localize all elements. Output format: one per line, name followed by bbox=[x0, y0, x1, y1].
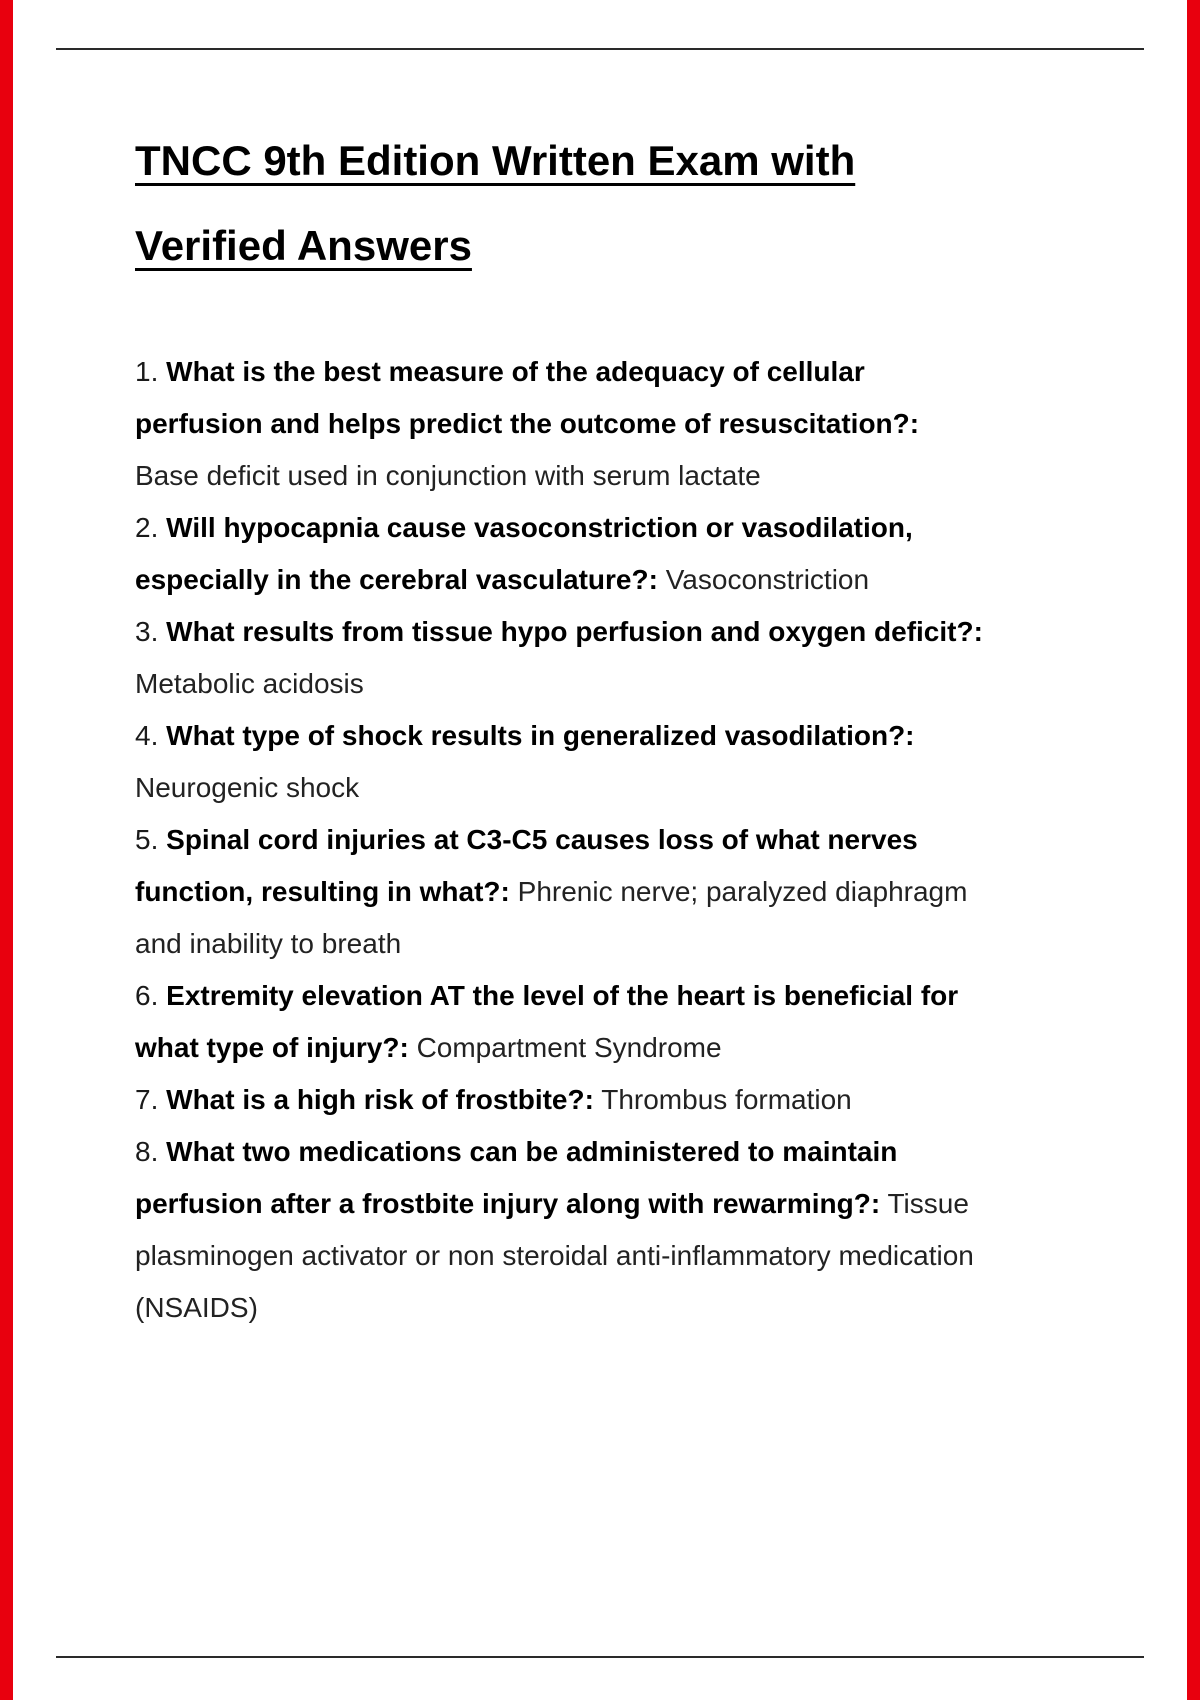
qa-question: Extremity elevation AT the level of the heart is beneficial for what type of injury?: bbox=[135, 980, 959, 1063]
page-title: TNCC 9th Edition Written Exam with Verified Answers bbox=[135, 137, 856, 269]
qa-number: 1. bbox=[135, 356, 159, 387]
qa-number: 3. bbox=[135, 616, 159, 647]
qa-number: 2. bbox=[135, 512, 159, 543]
qa-question: What is a high risk of frostbite?: bbox=[166, 1084, 594, 1115]
qa-item bbox=[135, 710, 985, 814]
qa-answer: Phrenic nerve; paralyzed diaphragm and inability to breath bbox=[135, 876, 968, 959]
qa-answer: Base deficit used in conjunction with serum lactate bbox=[135, 460, 761, 491]
qa-question: What results from tissue hypo perfusion and oxygen deficit?: bbox=[166, 616, 983, 647]
left-red-edge-bar bbox=[0, 0, 13, 1700]
qa-number: 8. bbox=[135, 1136, 159, 1167]
qa-answer: Thrombus formation bbox=[601, 1084, 852, 1115]
qa-number: 5. bbox=[135, 824, 159, 855]
qa-item bbox=[135, 606, 985, 710]
qa-question: Will hypocapnia cause vasoconstriction or vasodilation, especially in the cerebral vasculature?: bbox=[135, 512, 913, 595]
qa-answer: Neurogenic shock bbox=[135, 772, 360, 803]
qa-number: 6. bbox=[135, 980, 159, 1011]
qa-item bbox=[135, 814, 985, 970]
qa-answer: Compartment Syndrome bbox=[416, 1032, 722, 1063]
top-horizontal-rule bbox=[56, 48, 1144, 50]
qa-question: What two medications can be administered to maintain perfusion after a frostbite injury along with rewarming?: bbox=[135, 1136, 898, 1219]
qa-item bbox=[135, 1074, 985, 1126]
qa-answer: Metabolic acidosis bbox=[135, 668, 364, 699]
qa-number: 4. bbox=[135, 720, 159, 751]
qa-question: What is the best measure of the adequacy of cellular perfusion and helps predict the outcome of resuscitation?: bbox=[135, 356, 920, 439]
document-content bbox=[135, 118, 985, 1334]
qa-question: What type of shock results in generalized vasodilation?: bbox=[166, 720, 915, 751]
qa-item bbox=[135, 346, 985, 502]
qa-number: 7. bbox=[135, 1084, 159, 1115]
qa-question: Spinal cord injuries at C3-C5 causes loss of what nerves function, resulting in what?: bbox=[135, 824, 918, 907]
qa-list bbox=[135, 346, 985, 1334]
qa-answer: Vasoconstriction bbox=[665, 564, 870, 595]
qa-item bbox=[135, 1126, 985, 1334]
right-red-edge-bar bbox=[1187, 0, 1200, 1700]
bottom-horizontal-rule bbox=[56, 1656, 1144, 1658]
qa-item bbox=[135, 970, 985, 1074]
qa-item bbox=[135, 502, 985, 606]
qa-answer: Tissue plasminogen activator or non steroidal anti-inflammatory medication (NSAIDS) bbox=[135, 1188, 974, 1323]
